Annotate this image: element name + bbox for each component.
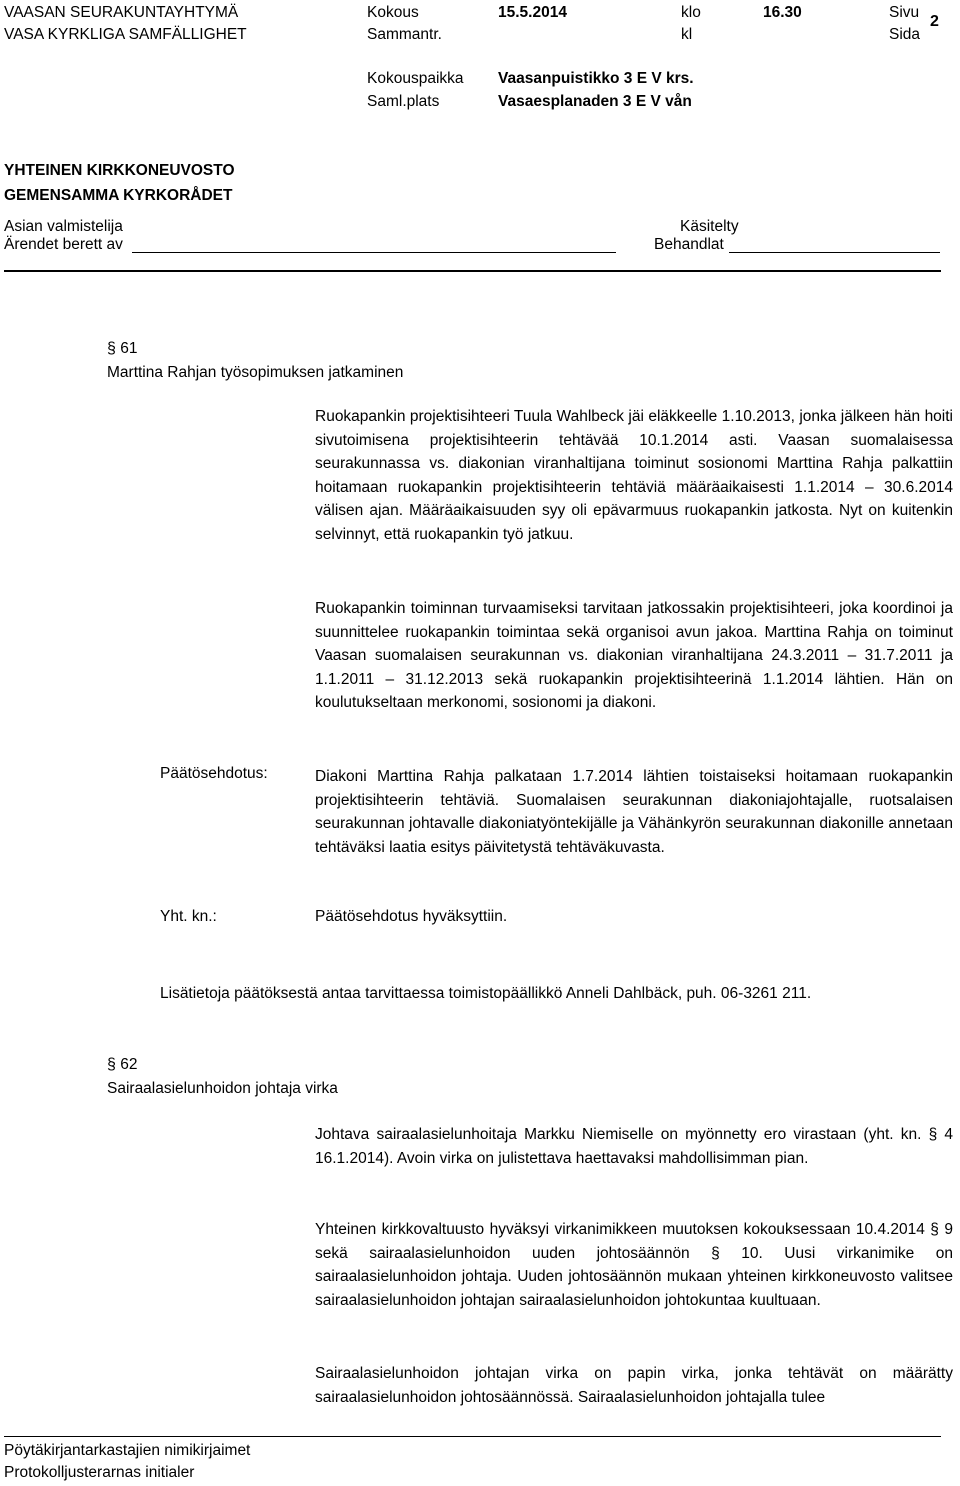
further-info: Lisätietoja päätöksestä antaa tarvittaessa toimistopäällikkö Anneli Dahlbäck, puh. 06-3261 211. [160,985,812,1002]
section-61-heading [107,337,403,385]
footer-divider [4,1436,941,1437]
section-symbol: § [107,1056,116,1073]
place-label-fi: Kokouspaikka [367,70,464,87]
section-number: 61 [120,340,138,357]
org-name-sv: VASA KYRKLIGA SAMFÄLLIGHET [4,26,247,43]
section-62-paragraph-3: Sairaalasielunhoidon johtajan virka on papin virka, jonka tehtävät on määrätty sairaalasielunhoidon johtosäännössä. Sairaalasielunhoidon johtajalla tulee [315,1365,953,1406]
section-61-paragraph-2: Ruokapankin toiminnan turvaamiseksi tarvitaan jatkossakin projektisihteeri, joka koordinoi ja suunnittelee ruokapankin toimintaa sekä organisoi avun jakoa. Marttina Rahja on toiminut Vaasan suomalaisen seurakunnan vs. diakonian viranhaltijana 24.3.2011 – 31.7.2011 ja 1.1.2011 – 31.12.2013 sekä ruokapankin projektisihteerinä 1.1.2014 lähtien. Hän on koulutukseltaan merkonomi, sosionomi ja diakoni. [315,600,953,711]
prepared-underline [132,252,616,253]
section-title: Sairaalasielunhoidon johtaja virka [107,1080,338,1097]
council-name-sv: GEMENSAMMA KYRKORÅDET [4,187,233,204]
place-label-sv: Saml.plats [367,93,440,110]
section-title: Marttina Rahjan työsopimuksen jatkaminen [107,364,404,381]
handled-label-sv: Behandlat [654,236,724,253]
meeting-place-sv: Vasaesplanaden 3 E V vån [498,93,692,110]
meeting-place-fi: Vaasanpuistikko 3 E V krs. [498,70,694,87]
prepared-label-sv: Ärendet berett av [4,236,123,253]
page-number: 2 [930,13,939,30]
section-62-paragraph-1: Johtava sairaalasielunhoitaja Markku Niemiselle on myönnetty ero virastaan (yht. kn. § 4 16.1.2014). Avoin virka on julistettava haettavaksi mahdollisimman pian. [315,1126,953,1167]
footer-initials-sv: Protokolljusterarnas initialer [4,1464,195,1481]
proposal-label: Päätösehdotus: [160,765,268,782]
page-label-fi: Sivu [889,4,920,21]
prepared-label-fi: Asian valmistelija [4,218,123,235]
page-label-sv: Sida [889,26,921,43]
handled-label-fi: Käsitelty [680,218,739,235]
meeting-label-sv: Sammantr. [367,26,442,43]
handled-underline [729,252,940,253]
meeting-time: 16.30 [763,4,802,21]
footer-initials-fi: Pöytäkirjantarkastajien nimikirjaimet [4,1442,251,1459]
meeting-date: 15.5.2014 [498,4,567,21]
meeting-label-fi: Kokous [367,4,419,21]
time-label-fi: klo [681,4,701,21]
section-number: 62 [120,1056,138,1073]
time-label-sv: kl [681,26,693,43]
proposal-text: Diakoni Marttina Rahja palkataan 1.7.2014 lähtien toistaiseksi hoitamaan ruokapankin projektisihteerin tehtäviä. Suomalaisen seurakunnan diakoniajohtajalle, ruotsalaisen seurakunnan johtavalle diakoniatyöntekijälle ja Vähänkyrön seurakunnan diakonille annetaan tehtäväksi laatia esitys päivitetystä tehtäväkuvasta. [315,768,953,856]
council-name-fi: YHTEINEN KIRKKONEUVOSTO [4,162,235,179]
decision-label: Yht. kn.: [160,908,217,925]
org-name-fi: VAASAN SEURAKUNTAYHTYMÄ [4,4,239,21]
section-62-paragraph-2: Yhteinen kirkkovaltuusto hyväksyi virkanimikkeen muutoksen kokouksessaan 10.4.2014 § 9 sekä sairaalasielunhoidon uuden johtosäännön § 10. Uusi virkanimike on sairaalasielunhoidon johtaja. Uuden johtosäännön mukaan yhteinen kirkkoneuvosto valitsee sairaalasielunhoidon johtajan sairaalasielunhoidon johtokuntaa kuultuaan. [315,1221,953,1309]
decision-text: Päätösehdotus hyväksyttiin. [315,908,508,925]
section-symbol: § [107,340,116,357]
section-62-heading [107,1053,338,1101]
section-61-paragraph-1: Ruokapankin projektisihteeri Tuula Wahlbeck jäi eläkkeelle 1.10.2013, jonka jälkeen hän hoiti sivutoimisena projektisihteerin tehtävää 10.1.2014 asti. Vaasan suomalaisessa seurakunnassa vs. diakonian viranhaltijana toiminut sosionomi Marttina Rahja palkattiin hoitamaan ruokapankin projektisihteerin tehtäviä määräaikaisesti 1.1.2014 – 30.6.2014 välisen ajan. Määräaikaisuuden syy oli epävarmuus ruokapankin jatkosta. Nyt on kuitenkin selvinnyt, että ruokapankin työ jatkuu. [315,408,953,543]
header-divider [4,270,941,272]
